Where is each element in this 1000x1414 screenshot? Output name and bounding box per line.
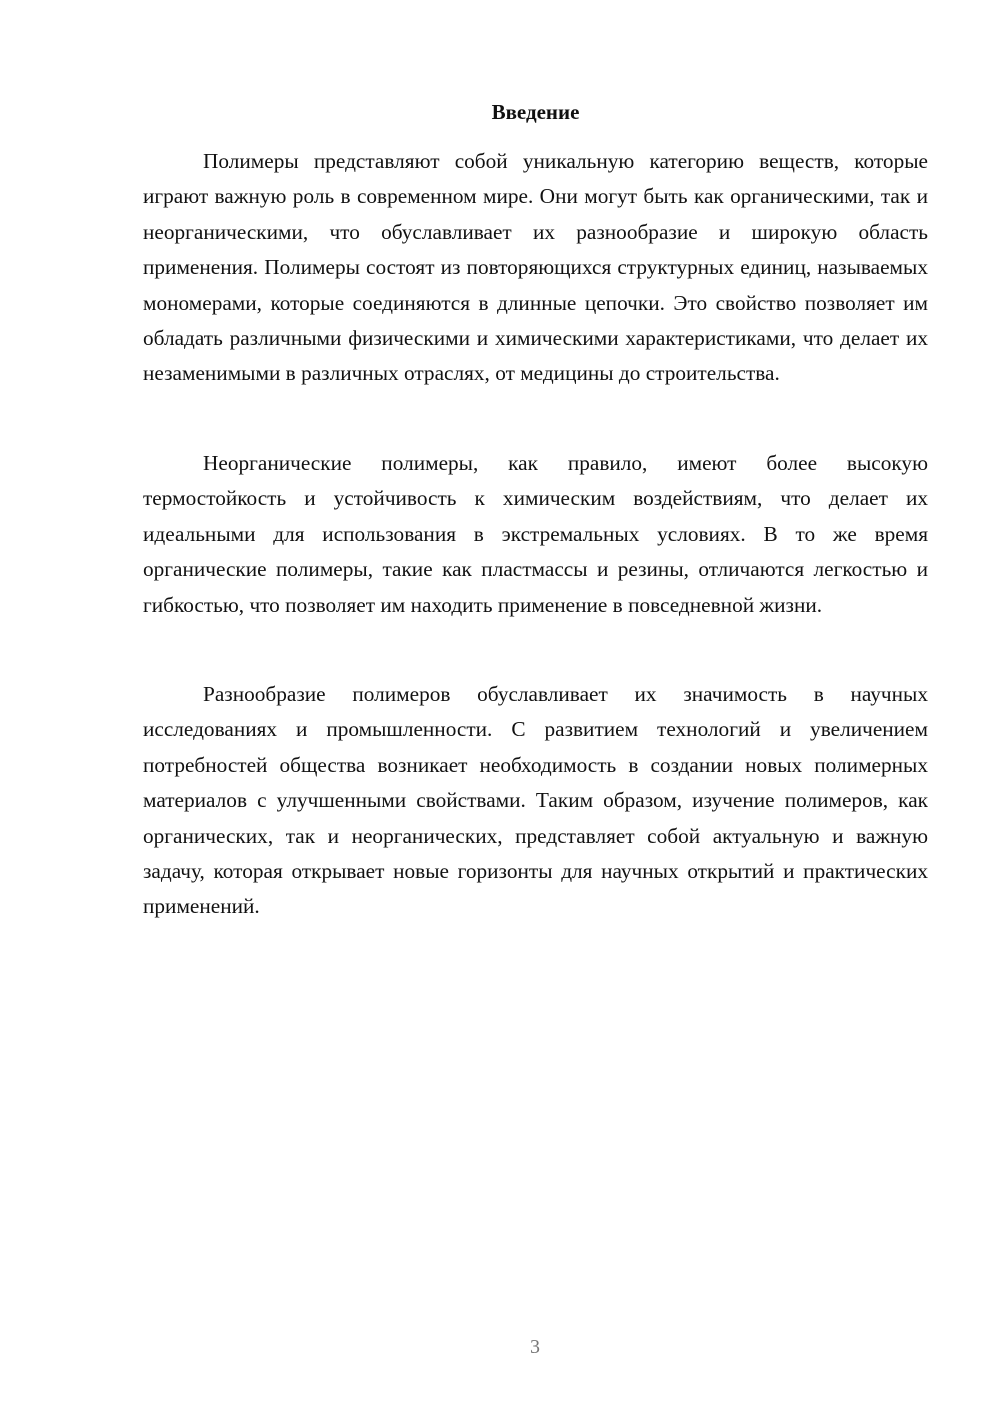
paragraph-text: Разнообразие полимеров обуславливает их значимость в научных исследованиях и промышленности. С развитием технологий и увеличением потребностей общества возникает необходимость в создании новых полимерных материалов с улучшенными свойствами. Таким образом, изучение полимеров, как органических, так и неорганических, представляет собой актуальную и важную задачу, которая открывает новые горизонты для научных открытий и практических применений.	[143, 682, 928, 919]
paragraph-inorganic	[143, 446, 928, 623]
paragraph-intro	[143, 144, 928, 392]
paragraph-diversity	[143, 677, 928, 925]
page-number: 3	[530, 1336, 540, 1358]
paragraph-text: Полимеры представляют собой уникальную категорию веществ, которые играют важную роль в современном мире. Они могут быть как органическими, так и неорганическими, что обуславливает их разнообразие и широкую область применения. Полимеры состоят из повторяющихся структурных единиц, называемых мономерами, которые соединяются в длинные цепочки. Это свойство позволяет им обладать различными физическими и химическими характеристиками, что делает их незаменимыми в различных отраслях, от медицины до строительства.	[143, 149, 928, 386]
paragraph-text: Неорганические полимеры, как правило, имеют более высокую термостойкость и устойчивость к химическим воздействиям, что делает их идеальными для использования в экстремальных условиях. В то же время органические полимеры, такие как пластмассы и резины, отличаются легкостью и гибкостью, что позволяет им находить применение в повседневной жизни.	[143, 451, 928, 617]
section-heading: Введение	[491, 100, 580, 124]
